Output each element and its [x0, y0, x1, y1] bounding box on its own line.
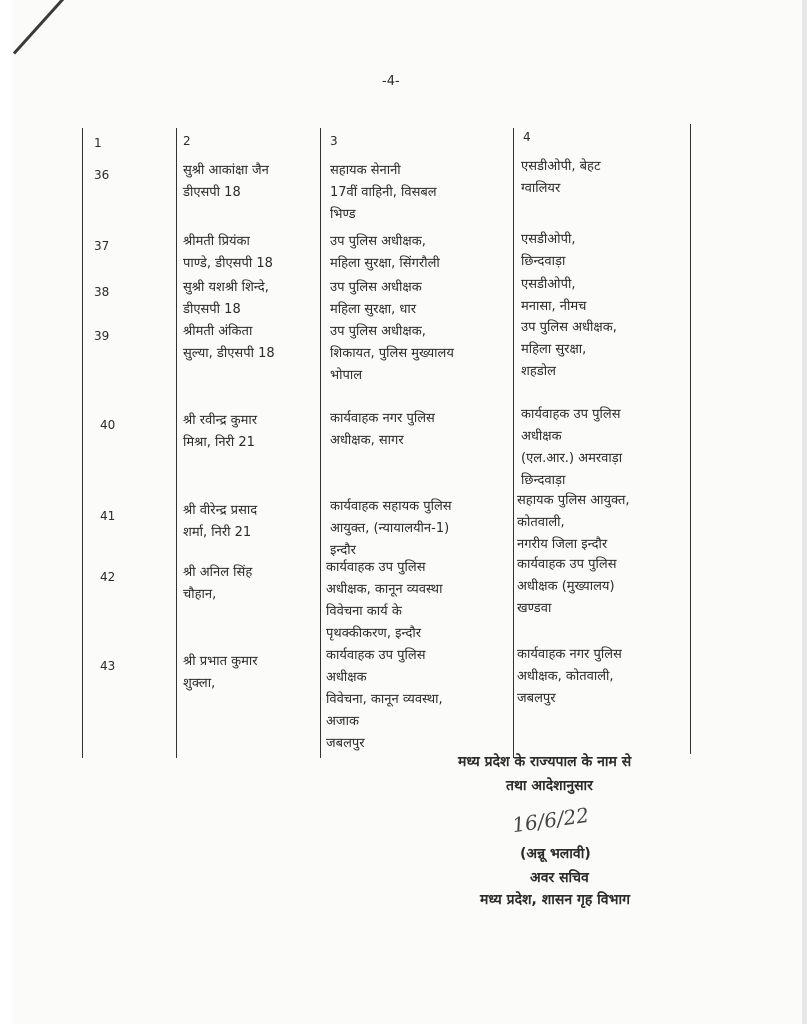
table-rule-col2 [176, 128, 177, 758]
officer-name: श्री वीरेन्द्र प्रसाद शर्मा, निरी 21 [183, 503, 258, 540]
officer-name: श्री अनिल सिंह चौहान, [183, 565, 253, 602]
new-posting: एसडीओपी, बेहट ग्वालियर [521, 159, 601, 196]
table-rule-col3 [320, 128, 321, 758]
table-row-serial: 40 [100, 418, 116, 432]
officer-name: सुश्री आकांक्षा जैन डीएसपी 18 [183, 163, 269, 200]
new-posting: उप पुलिस अधीक्षक, महिला सुरक्षा, शहडोल [521, 320, 617, 379]
column-header-3: 3 [330, 134, 338, 148]
table-row-serial: 36 [94, 168, 110, 182]
new-posting: कार्यवाहक नगर पुलिस अधीक्षक, कोतवाली, जबलपुर [517, 647, 622, 706]
current-posting: कार्यवाहक सहायक पुलिस आयुक्त, (न्यायालयीन-1) इन्दौर [330, 499, 452, 558]
column-header-2: 2 [183, 134, 191, 148]
handwritten-signature: 16/6/22 [510, 802, 591, 838]
table-row-serial: 43 [100, 659, 116, 673]
column-header-1: 1 [94, 136, 102, 150]
table-row-serial: 42 [100, 570, 116, 584]
new-posting: एसडीओपी, मनासा, नीमच [521, 277, 587, 314]
table-rule-col4 [513, 128, 514, 758]
page-right-edge [802, 0, 807, 1024]
current-posting: उप पुलिस अधीक्षक महिला सुरक्षा, धार [330, 280, 422, 317]
officer-name: श्री प्रभात कुमार शुक्ला, [183, 654, 258, 691]
table-row-serial: 39 [94, 329, 110, 343]
current-posting: कार्यवाहक उप पुलिस अधीक्षक, कानून व्यवस्था विवेचना कार्य के पृथक्कीकरण, इन्दौर [326, 560, 443, 641]
signatory-name: (अन्नू भलावी) [520, 846, 591, 862]
current-posting: कार्यवाहक नगर पुलिस अधीक्षक, सागर [330, 411, 435, 448]
new-posting: एसडीओपी, छिन्दवाड़ा [521, 232, 576, 269]
officer-name: श्री रवीन्द्र कुमार मिश्रा, निरी 21 [183, 413, 258, 450]
table-row-serial: 38 [94, 285, 110, 299]
table-row-serial: 41 [100, 509, 116, 523]
new-posting: कार्यवाहक उप पुलिस अधीक्षक (एल.आर.) अमरवाड़ा छिन्दवाड़ा [521, 407, 623, 488]
current-posting: उप पुलिस अधीक्षक, महिला सुरक्षा, सिंगरौली [330, 234, 440, 271]
current-posting: सहायक सेनानी 17वीं वाहिनी, विसबल भिण्ड [330, 163, 437, 222]
current-posting: उप पुलिस अधीक्षक, शिकायत, पुलिस मुख्यालय भोपाल [330, 324, 454, 383]
officer-name: श्रीमती प्रियंका पाण्डे, डीएसपी 18 [183, 234, 273, 271]
new-posting: सहायक पुलिस आयुक्त, कोतवाली, नगरीय जिला इन्दौर [517, 493, 630, 552]
table-rule-right [690, 124, 691, 754]
officer-name: सुश्री यशश्री शिन्दे, डीएसपी 18 [183, 280, 269, 317]
authority-line: मध्य प्रदेश के राज्यपाल के नाम से [458, 754, 632, 770]
table-row-serial: 37 [94, 239, 110, 253]
department-name: मध्य प्रदेश, शासन गृह विभाग [480, 892, 630, 908]
new-posting: कार्यवाहक उप पुलिस अधीक्षक (मुख्यालय) खण्डवा [517, 557, 617, 616]
column-header-4: 4 [523, 130, 531, 144]
page-number: -4- [382, 74, 400, 89]
current-posting: कार्यवाहक उप पुलिस अधीक्षक विवेचना, कानून व्यवस्था, अजाक जबलपुर [326, 648, 443, 751]
table-rule-left [82, 128, 83, 758]
signatory-designation: अवर सचिव [530, 870, 589, 886]
authority-line-2: तथा आदेशानुसार [506, 778, 593, 794]
officer-name: श्रीमती अंकिता सुल्या, डीएसपी 18 [183, 324, 275, 361]
